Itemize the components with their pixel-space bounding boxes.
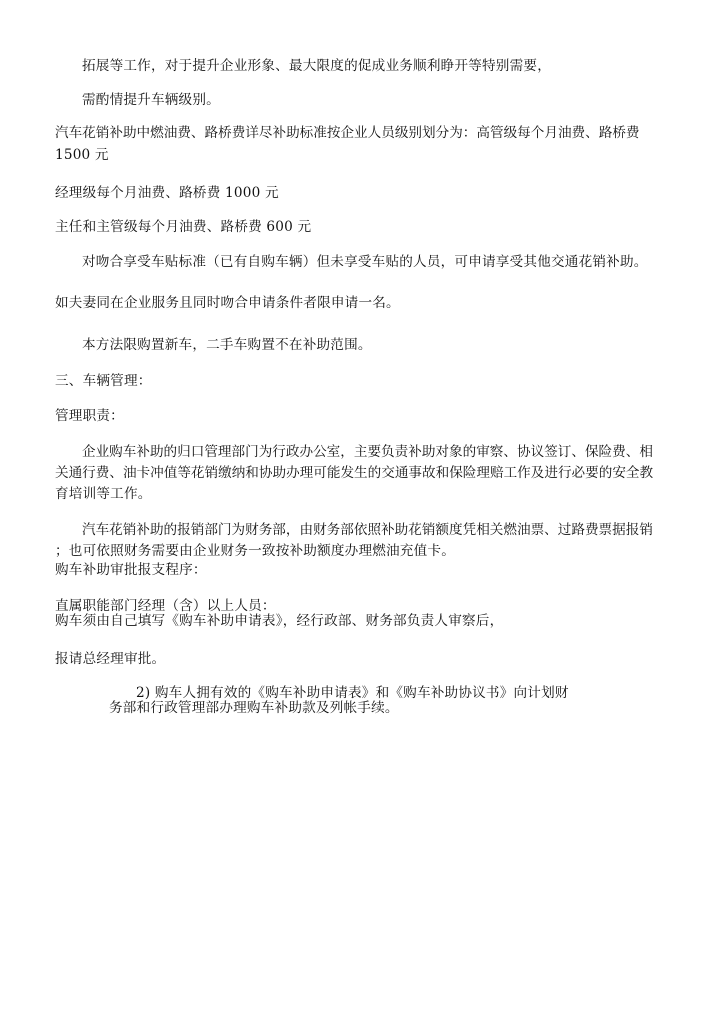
paragraph-line: 经理级每个月油费、路桥费 1000 元 — [55, 185, 279, 201]
paragraph-line: ；也可依照财务需要由企业财务一致按补助额度办理燃油充值卡。 — [55, 543, 456, 559]
paragraph-line: 育培训等工作。 — [55, 486, 152, 502]
paragraph-line: 关通行费、油卡冲值等花销缴纳和协助办理可能发生的交通事故和保险理赔工作及进行必要的安全教 — [55, 465, 654, 481]
paragraph-line: 汽车花销补助中燃油费、路桥费详尽补助标准按企业人员级别划分为：高管级每个月油费、路桥费 — [55, 125, 640, 141]
paragraph-line: 购车补助审批报支程序： — [55, 562, 207, 578]
paragraph-line: 主任和主管级每个月油费、路桥费 600 元 — [55, 219, 312, 235]
subheading: 管理职责： — [55, 408, 124, 424]
list-item-line: 务部和行政管理部办理购车补助款及列帐手续。 — [109, 700, 399, 716]
paragraph-line: 1500 元 — [55, 147, 109, 163]
section-heading: 三、车辆管理： — [55, 373, 152, 389]
paragraph-line: 报请总经理审批。 — [55, 651, 166, 667]
paragraph-line: 本方法限购置新车，二手车购置不在补助范围。 — [82, 337, 372, 353]
paragraph-line: 直属职能部门经理（含）以上人员： — [55, 598, 276, 614]
paragraph-line: 需酌情提升车辆级别。 — [82, 92, 220, 108]
paragraph-line: 对吻合享受车贴标准（已有自购车辆）但未享受车贴的人员，可申请享受其他交通花销补助。 — [82, 254, 648, 270]
paragraph-line: 汽车花销补助的报销部门为财务部，由财务部依照补助花销额度凭相关燃油票、过路费票据报销 — [82, 522, 653, 538]
paragraph-line: 如夫妻同在企业服务且同时吻合申请条件者限申请一名。 — [55, 295, 400, 311]
paragraph-line: 企业购车补助的归口管理部门为行政办公室，主要负责补助对象的审察、协议签订、保险费、相 — [82, 444, 653, 460]
list-item-line: 2) 购车人拥有效的《购车补助申请表》和《购车补助协议书》向计划财 — [136, 685, 569, 701]
paragraph-line: 拓展等工作，对于提升企业形象、最大限度的促成业务顺利睁开等特别需要， — [82, 58, 551, 74]
paragraph-line: 购车须由自己填写《购车补助申请表》，经行政部、财务部负责人审察后， — [55, 613, 504, 629]
